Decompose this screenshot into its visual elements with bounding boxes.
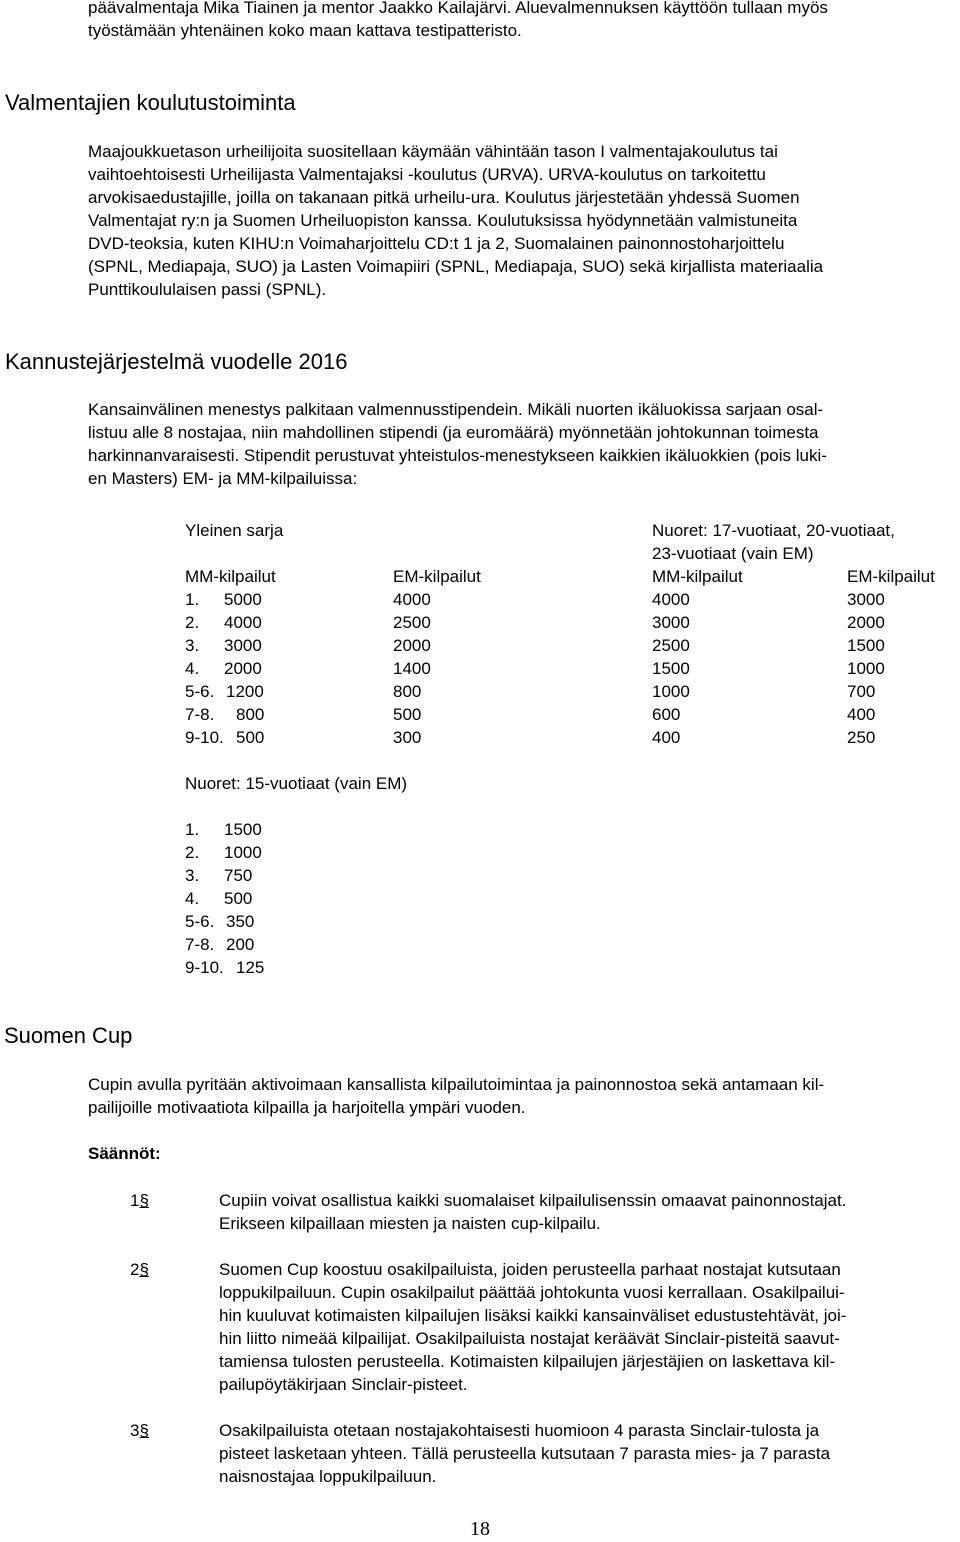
place-cell: 3. (185, 866, 200, 885)
value-cell: 1000 (224, 843, 262, 862)
value-cell: 600 (652, 705, 681, 724)
value-cell: 4000 (393, 590, 431, 609)
value-cell: 750 (224, 866, 253, 885)
text-line: naisnostajaa loppukilpailuun. (219, 1467, 437, 1486)
text-line: loppukilpailuun. Cupin osakilpailut päättää johtokunta vuosi kerrallaan. Osakilpailui- (219, 1283, 845, 1302)
place-cell: 5-6. (185, 682, 215, 701)
value-cell: 4000 (652, 590, 690, 609)
text-line: listuu alle 8 nostajaa, niin mahdollinen stipendi (ja euromäärä) myönnetään johtokunnan toimesta (88, 423, 819, 442)
text-line: (SPNL, Mediapaja, SUO) ja Lasten Voimapiiri (SPNL, Mediapaja, SUO) sekä kirjallista materiaalia (88, 257, 824, 276)
value-cell: 700 (847, 682, 876, 701)
youth-series-header-cont: 23-vuotiaat (vain EM) (652, 544, 814, 563)
place-cell: 2. (185, 843, 200, 862)
text-line: Maajoukkuetason urheilijoita suositellaan käymään vähintään tason I valmentajakoulutus tai (88, 142, 778, 161)
value-cell: 5000 (224, 590, 262, 609)
suomen-cup-paragraph (88, 1073, 954, 1119)
rule-number (130, 1419, 149, 1442)
value-cell: 4000 (224, 613, 262, 632)
place-cell: 1. (185, 820, 200, 839)
place-cell: 1. (185, 590, 200, 609)
value-cell: 3000 (847, 590, 885, 609)
text-line: Suomen Cup koostuu osakilpailuista, joiden perusteella parhaat nostajat kutsutaan (219, 1260, 841, 1279)
place-cell: 2. (185, 613, 200, 632)
value-cell: 400 (652, 728, 681, 747)
text-line: päävalmentaja Mika Tiainen ja mentor Jaakko Kailajärvi. Aluevalmennuksen käyttöön tullaan myös (88, 0, 828, 17)
value-cell: 300 (393, 728, 422, 747)
place-cell: 9-10. (185, 728, 224, 747)
page-number: 18 (470, 1518, 490, 1540)
text-line: vaihtoehtoisesti Urheilijasta Valmentajaksi -koulutus (URVA). URVA-koulutus on tarkoitettu (88, 165, 766, 184)
column-header-mm: MM-kilpailut (185, 567, 276, 586)
value-cell: 250 (847, 728, 876, 747)
value-cell: 500 (393, 705, 422, 724)
youth15-header: Nuoret: 15-vuotiaat (vain EM) (185, 774, 408, 793)
value-cell: 200 (226, 935, 255, 954)
value-cell: 2500 (393, 613, 431, 632)
value-cell: 1500 (224, 820, 262, 839)
value-cell: 3000 (224, 636, 262, 655)
text-line: Osakilpailuista otetaan nostajakohtaisesti huomioon 4 parasta Sinclair-tulosta ja (219, 1421, 820, 1440)
place-cell: 5-6. (185, 912, 215, 931)
column-header-em: EM-kilpailut (847, 567, 935, 586)
section-heading-coach-training: Valmentajien koulutustoiminta (5, 90, 296, 115)
general-series-header: Yleinen sarja (185, 521, 284, 540)
rule-text (219, 1189, 959, 1235)
value-cell: 500 (236, 728, 265, 747)
rule-number-digit: 2 (130, 1260, 140, 1279)
value-cell: 800 (393, 682, 422, 701)
text-line: Cupiin voivat osallistua kaikki suomalaiset kilpailulisenssin omaavat painonnostajat. (219, 1191, 847, 1210)
text-line: harkinnanvaraisesti. Stipendit perustuvat yhteistulos-menestykseen kaikkien ikäluokkien (pois luki- (88, 446, 827, 465)
text-line: arvokisaedustajille, joilla on takanaan pitkä urheilu-ura. Koulutus järjestetään yhdessä Suomen (88, 188, 800, 207)
section-heading-incentive: Kannustejärjestelmä vuodelle 2016 (5, 349, 348, 374)
text-line: Kansainvälinen menestys palkitaan valmennusstipendein. Mikäli nuorten ikäluokissa sarjaan osal- (88, 400, 824, 419)
text-line: hin kuuluvat kotimaisten kilpailujen lisäksi kaikki kansainväliset edustustehtävät, joi- (219, 1306, 847, 1325)
place-cell: 3. (185, 636, 200, 655)
coach-training-paragraph (88, 140, 954, 301)
text-line: tamiensa tulosten perusteella. Kotimaisten kilpailujen järjestäjien on laskettava kil- (219, 1352, 836, 1371)
value-cell: 800 (236, 705, 265, 724)
value-cell: 400 (847, 705, 876, 724)
value-cell: 3000 (652, 613, 690, 632)
value-cell: 500 (224, 889, 253, 908)
incentive-paragraph (88, 398, 954, 490)
rule-number (130, 1258, 149, 1281)
section-symbol: § (139, 1260, 149, 1279)
text-line: Valmentajat ry:n ja Suomen Urheiluopiston kanssa. Koulutuksissa hyödynnetään valmistuneita (88, 211, 798, 230)
value-cell: 1500 (847, 636, 885, 655)
text-line: pisteet lasketaan yhteen. Tällä perusteella kutsutaan 7 parasta mies- ja 7 parasta (219, 1444, 831, 1463)
text-line: Punttikoululaisen passi (SPNL). (88, 280, 327, 299)
text-line: pailijoille motivaatiota kilpailla ja harjoitella ympäri vuoden. (88, 1098, 526, 1117)
place-cell: 7-8. (185, 705, 215, 724)
value-cell: 1000 (652, 682, 690, 701)
text-line: hin liitto nimeää kilpailijat. Osakilpailuista nostajat keräävät Sinclair-pisteitä saavut- (219, 1329, 840, 1348)
rule-number-digit: 1 (130, 1191, 140, 1210)
place-cell: 4. (185, 659, 200, 678)
column-header-em: EM-kilpailut (393, 567, 481, 586)
rule-text (219, 1258, 959, 1396)
column-header-mm: MM-kilpailut (652, 567, 743, 586)
text-line: työstämään yhtenäinen koko maan kattava testipatteristo. (88, 21, 522, 40)
youth-series-header: Nuoret: 17-vuotiaat, 20-vuotiaat, (652, 521, 895, 540)
place-cell: 7-8. (185, 935, 215, 954)
value-cell: 125 (236, 958, 265, 977)
value-cell: 2000 (224, 659, 262, 678)
section-heading-suomen-cup: Suomen Cup (4, 1023, 133, 1048)
rules-label: Säännöt: (88, 1144, 161, 1163)
place-cell: 9-10. (185, 958, 224, 977)
intro-paragraph (88, 0, 954, 42)
value-cell: 1500 (652, 659, 690, 678)
place-cell: 4. (185, 889, 200, 908)
text-line: DVD-teoksia, kuten KIHU:n Voimaharjoittelu CD:t 1 ja 2, Suomalainen painonnostoharjoittelu (88, 234, 785, 253)
section-symbol: § (139, 1421, 149, 1440)
value-cell: 350 (226, 912, 255, 931)
rule-number-digit: 3 (130, 1421, 140, 1440)
value-cell: 2000 (393, 636, 431, 655)
value-cell: 2000 (847, 613, 885, 632)
value-cell: 2500 (652, 636, 690, 655)
section-symbol: § (139, 1191, 149, 1210)
rule-number (130, 1189, 149, 1212)
text-line: Erikseen kilpaillaan miesten ja naisten cup-kilpailu. (219, 1214, 601, 1233)
value-cell: 1200 (226, 682, 264, 701)
rule-text (219, 1419, 959, 1488)
text-line: pailupöytäkirjaan Sinclair-pisteet. (219, 1375, 468, 1394)
text-line: en Masters) EM- ja MM-kilpailuissa: (88, 469, 358, 488)
value-cell: 1000 (847, 659, 885, 678)
value-cell: 1400 (393, 659, 431, 678)
text-line: Cupin avulla pyritään aktivoimaan kansallista kilpailutoimintaa ja painonnostoa sekä antamaan kil- (88, 1075, 825, 1094)
